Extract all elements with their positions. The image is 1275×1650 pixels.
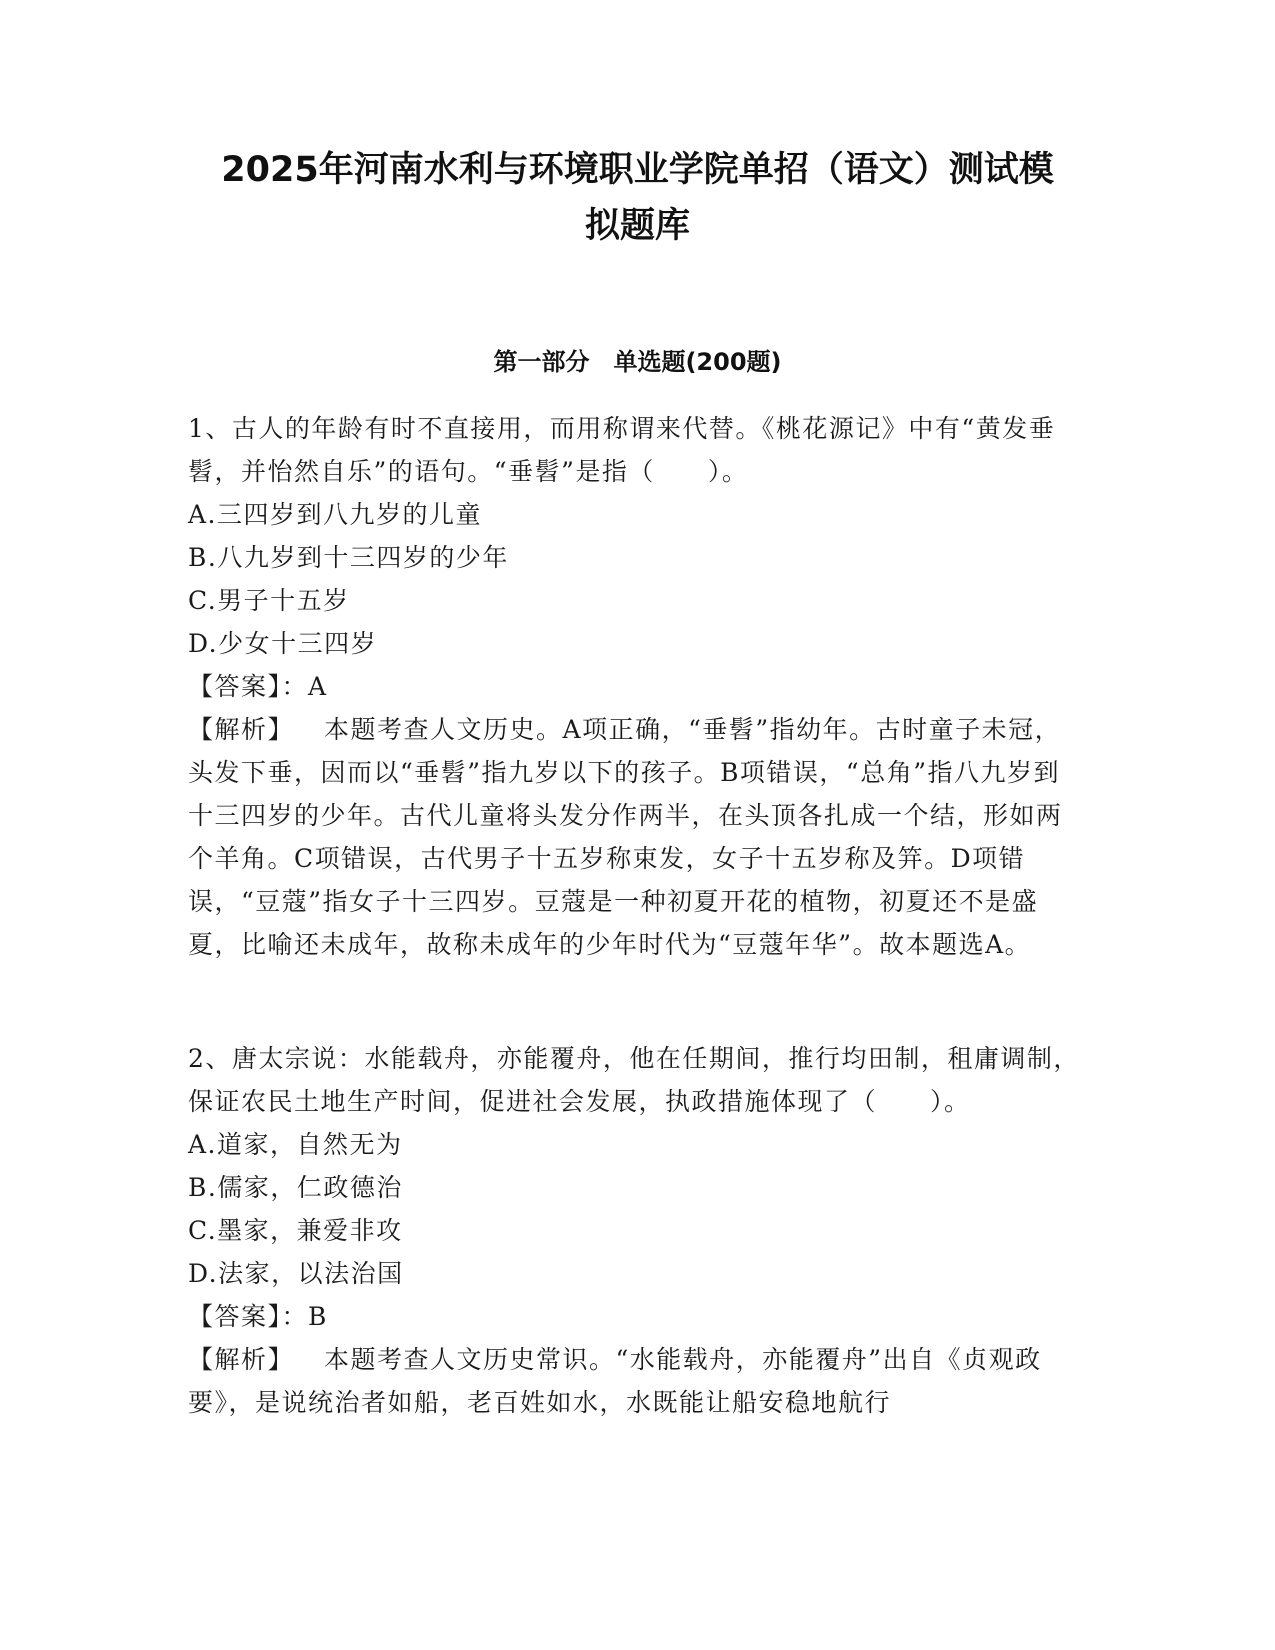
option-c: C.墨家，兼爱非攻 (188, 1216, 403, 1245)
explanation (188, 1338, 1083, 1424)
explanation-text: 本题考查人文历史。A项正确，“垂髫”指幼年。古时童子未冠，头发下垂，因而以“垂髫”指九岁以下的孩子。B项错误，“总角”指八九岁到十三四岁的少年。古代儿童将头发分作两半，在头顶各扎成一个结，形如两个羊角。C项错误，古代男子十五岁称束发，女子十五岁称及笄。D项错误，“豆蔻”指女子十三四岁。豆蔻是一种初夏开花的植物，初夏还不是盛夏，比喻还未成年，故称未成年的少年时代为“豆蔻年华”。故本题选A。 (188, 715, 1063, 959)
document-title (150, 142, 1125, 254)
question-stem: 1、古人的年龄有时不直接用，而用称谓来代替。《桃花源记》中有“黄发垂髫，并怡然自乐”的语句。“垂髫”是指（ ）。 (188, 414, 1056, 486)
answer-label: 【答案】： (188, 672, 309, 701)
answer-line (188, 665, 1083, 708)
answer-value: B (308, 1302, 328, 1331)
document-title-line-2: 拟题库 (584, 206, 690, 246)
explanation (188, 708, 1083, 966)
explanation-text: 本题考查人文历史常识。“水能载舟，亦能覆舟”出自《贞观政要》，是说统治者如船，老百姓如水，水既能让船安稳地航行 (188, 1345, 1042, 1417)
explanation-label: 【解析】 (188, 715, 295, 744)
answer-line (188, 1295, 1083, 1338)
question-stem: 2、唐太宗说：水能载舟，亦能覆舟，他在任期间，推行均田制，租庸调制，保证农民土地生产时间，促进社会发展，执政措施体现了（ ）。 (188, 1044, 1080, 1116)
option-d: D.法家，以法治国 (188, 1259, 404, 1288)
answer-value: A (308, 672, 328, 701)
explanation-label: 【解析】 (188, 1345, 295, 1374)
section-heading: 第一部分 单选题(200题) (493, 348, 782, 376)
document-title-line-1: 2025年河南水利与环境职业学院单招（语文）测试模 (221, 150, 1054, 190)
option-a: A.三四岁到八九岁的儿童 (188, 500, 483, 529)
option-a: A.道家，自然无为 (188, 1130, 403, 1159)
option-b: B.儒家，仁政德治 (188, 1173, 403, 1202)
question-2 (188, 1037, 1083, 1424)
answer-label: 【答案】： (188, 1302, 309, 1331)
question-1 (188, 407, 1083, 966)
option-b: B.八九岁到十三四岁的少年 (188, 543, 509, 572)
option-d: D.少女十三四岁 (188, 629, 378, 658)
option-c: C.男子十五岁 (188, 586, 350, 615)
